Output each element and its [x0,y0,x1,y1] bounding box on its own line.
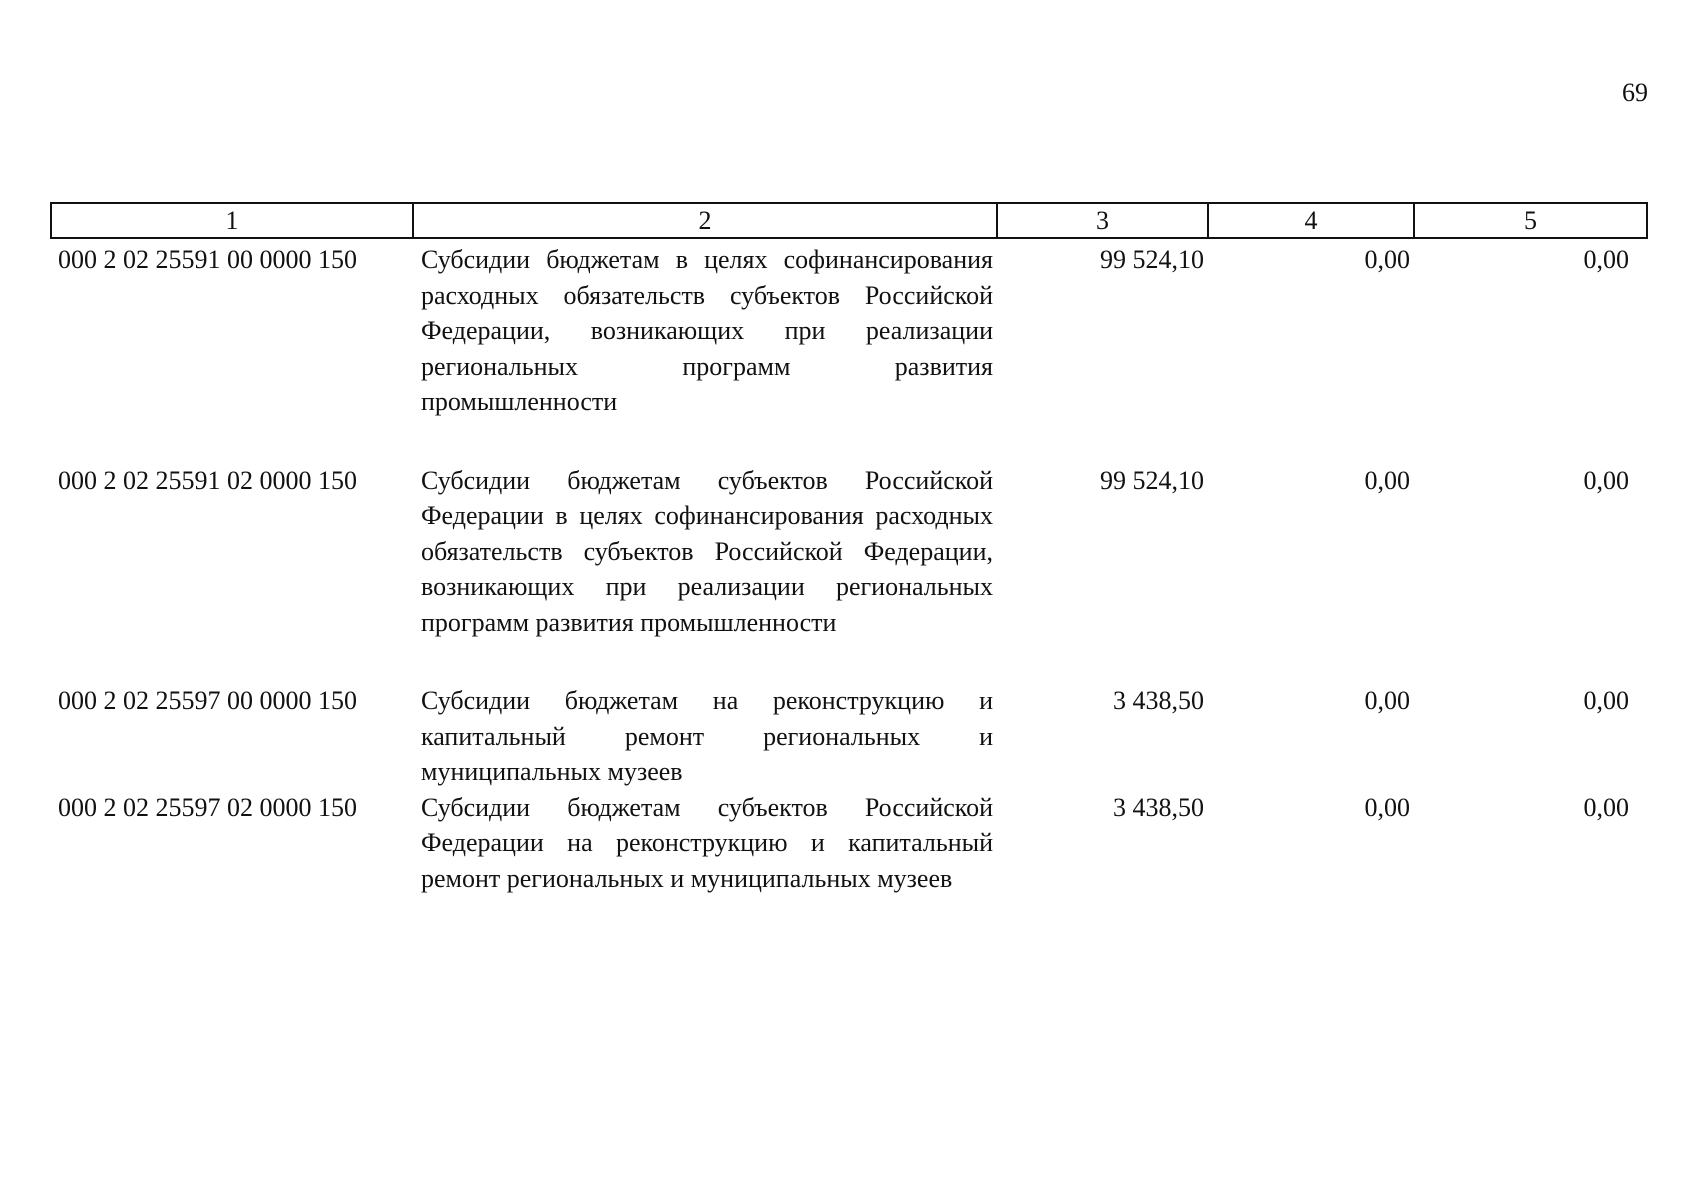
amount-col-5: 0,00 [1583,792,1629,822]
item-description: Субсидии бюджетам субъектов Российской Федерации в целях софинансирования расходных обязательств субъектов Российской Федерации, возникающих при реализации региональных программ развития промышленности [421,465,993,637]
item-description: Субсидии бюджетам на реконструкцию и капитальный ремонт региональных и муниципальных музеев [421,686,993,786]
table-header [51,203,1647,238]
header-col-5: 5 [1414,203,1647,238]
header-row [51,203,1647,238]
item-description: Субсидии бюджетам субъектов Российской Федерации на реконструкцию и капитальный ремонт региональных и муниципальных музеев [421,792,993,893]
header-col-3: 3 [997,203,1208,238]
budget-code: 000 2 02 25591 02 0000 150 [58,465,357,495]
amount-col-5: 0,00 [1583,465,1629,495]
amount-col-4: 0,00 [1364,792,1410,822]
budget-table [50,202,1648,896]
header-col-4: 4 [1208,203,1414,238]
item-description: Субсидии бюджетам в целях софинансирования расходных обязательств субъектов Российской Федерации, возникающих при реализации региональных программ развития промышленности [421,245,993,416]
amount-col-4: 0,00 [1364,245,1410,274]
budget-code: 000 2 02 25597 02 0000 150 [58,792,357,822]
table-body [51,238,1647,896]
amount-col-4: 0,00 [1364,465,1410,495]
header-col-2: 2 [413,203,997,238]
page-number: 69 [1622,78,1648,107]
table-row [51,790,1647,897]
amount-col-5: 0,00 [1583,686,1629,715]
budget-code: 000 2 02 25591 00 0000 150 [58,245,357,274]
budget-code: 000 2 02 25597 00 0000 150 [58,686,357,715]
header-col-1: 1 [51,203,413,238]
amount-col-3: 3 438,50 [1113,792,1204,822]
table-row [51,238,1647,463]
amount-col-3: 99 524,10 [1100,465,1204,495]
amount-col-3: 3 438,50 [1113,686,1204,715]
amount-col-4: 0,00 [1364,686,1410,715]
table-row [51,683,1647,790]
amount-col-3: 99 524,10 [1100,245,1204,274]
amount-col-5: 0,00 [1583,245,1629,274]
table-row [51,463,1647,684]
